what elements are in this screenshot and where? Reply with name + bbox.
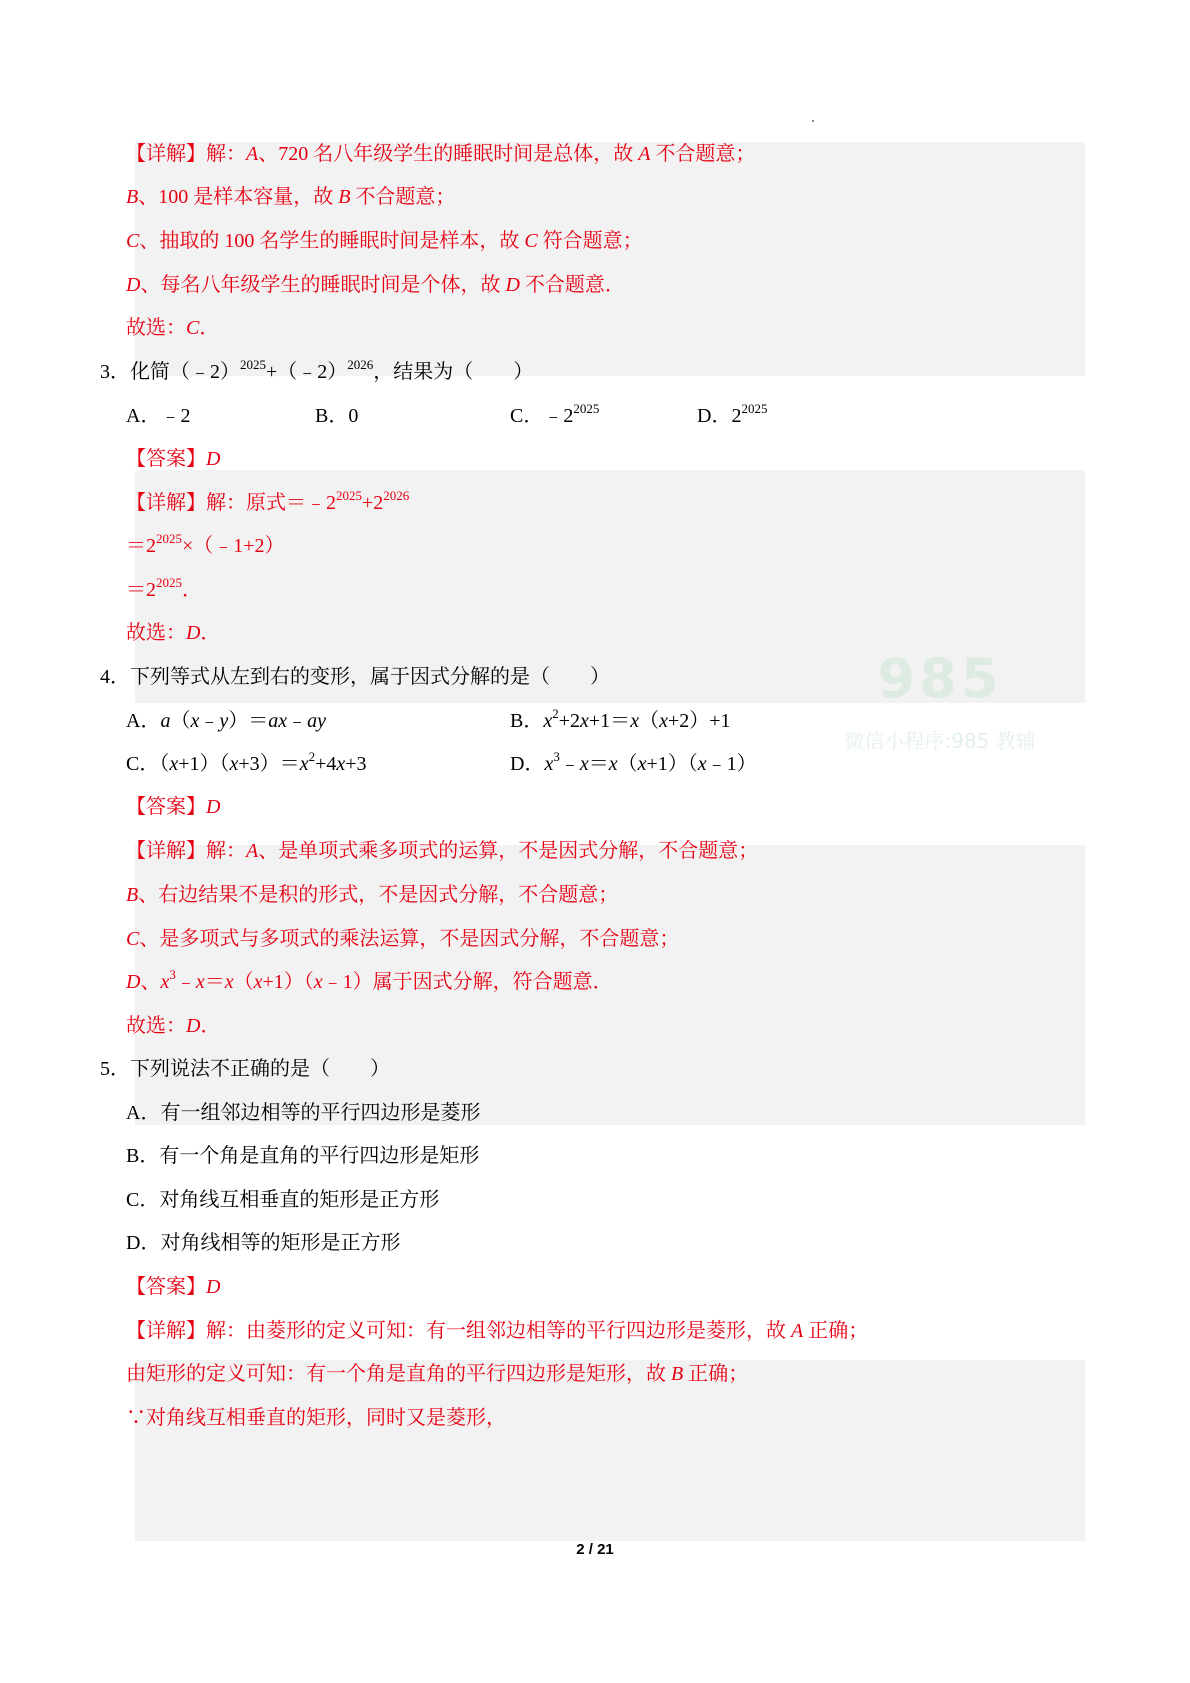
solution-line (126, 837, 758, 865)
text-segment: A (246, 840, 259, 862)
text-segment: 【详解】解：原式＝﹣2 (126, 492, 336, 514)
text-segment: x (336, 753, 346, 775)
text-segment: 【答案】 (126, 1276, 206, 1298)
text-segment: A (638, 143, 651, 165)
text-segment: x (160, 971, 170, 993)
solution-line (126, 1360, 748, 1388)
text-segment: 3 (553, 749, 560, 764)
text-segment: ＝2 (126, 579, 156, 601)
text-segment: x (543, 710, 553, 732)
text-segment: B． (510, 710, 544, 732)
text-segment: C (524, 230, 538, 252)
text-segment: +4 (315, 753, 337, 775)
text-segment: x (313, 971, 323, 993)
solution-line (126, 968, 613, 998)
question-line (126, 1142, 479, 1170)
text-segment: x (579, 753, 589, 775)
text-segment: C (126, 928, 140, 950)
text-segment: 2025 (156, 531, 182, 546)
text-segment: 、100 是样本容量，故 (138, 186, 339, 208)
text-segment: 、是单项式乘多项式的运算，不是因式分解，不合题意； (258, 840, 759, 862)
text-segment: C (126, 230, 140, 252)
text-segment: ∵对角线互相垂直的矩形，同时又是菱形， (126, 1407, 506, 1429)
text-segment: 故选： (126, 1015, 186, 1037)
question-line (100, 663, 610, 691)
question-line (315, 402, 358, 430)
question-line (126, 1099, 480, 1127)
text-segment: 故选： (126, 317, 186, 339)
text-segment: ﹣ (199, 710, 220, 732)
text-segment: 【详解】解： (126, 840, 246, 862)
text-segment: （ (639, 710, 660, 732)
text-segment: 【详解】解：由菱形的定义可知：有一组邻边相等的平行四边形是菱形，故 (126, 1320, 791, 1342)
text-segment: 2026 (383, 488, 410, 503)
text-segment: 2 (552, 706, 559, 721)
text-segment: ﹣ (175, 971, 196, 993)
text-segment: ． (199, 317, 220, 339)
question-line (510, 707, 731, 737)
solution-line (126, 183, 455, 211)
text-segment: 正确； (683, 1363, 749, 1385)
text-segment: ＝ (588, 753, 609, 775)
text-segment: +2 (558, 710, 581, 732)
text-segment: 2025 (741, 401, 768, 416)
solution-line (126, 1273, 220, 1301)
solution-line (126, 925, 679, 953)
text-segment: ay (307, 710, 327, 732)
text-segment: 2026 (347, 357, 374, 372)
solution-line (126, 227, 643, 255)
text-segment: 、720 名八年级学生的睡眠时间是总体，故 (258, 143, 639, 165)
text-segment: D．对角线相等的矩形是正方形 (126, 1232, 401, 1254)
text-segment: 、抽取的 100 名学生的睡眠时间是样本，故 (139, 230, 525, 252)
text-segment: D (186, 622, 201, 644)
text-segment: 不合题意； (650, 143, 756, 165)
text-segment: （ (233, 971, 254, 993)
stray-mark (812, 120, 814, 122)
text-segment: ﹣ (559, 753, 580, 775)
text-segment: x (169, 753, 179, 775)
text-segment: 【答案】 (126, 796, 206, 818)
text-segment: 2025 (573, 401, 600, 416)
text-segment: 由矩形的定义可知：有一个角是直角的平行四边形是矩形，故 (126, 1363, 671, 1385)
text-segment: +3）＝ (238, 753, 300, 775)
text-segment: x (195, 971, 205, 993)
solution-line (126, 271, 625, 299)
text-segment: x (608, 753, 618, 775)
text-segment: ． (182, 579, 202, 601)
text-segment: D (126, 274, 141, 296)
text-segment: 3 (169, 967, 176, 982)
question-line (100, 1055, 390, 1083)
text-segment: C．对角线互相垂直的矩形是正方形 (126, 1189, 440, 1211)
text-segment: 2025 (240, 357, 266, 372)
solution-line (126, 140, 755, 168)
solution-line (126, 1012, 220, 1040)
text-segment: 故选： (126, 622, 186, 644)
text-segment: D (206, 448, 221, 470)
solution-line (126, 1317, 868, 1345)
text-segment: B．有一个角是直角的平行四边形是矩形 (126, 1145, 480, 1167)
text-segment: x (229, 753, 239, 775)
watermark-text: 微信小程序:985 教辅 (844, 729, 1036, 753)
text-segment: D (126, 971, 141, 993)
question-line (126, 402, 190, 430)
text-segment: x (697, 753, 707, 775)
text-segment: ）＝ (228, 710, 269, 732)
text-segment: ，结果为（ ） (373, 361, 534, 383)
text-segment: +2 (362, 492, 384, 514)
text-segment: D (505, 274, 520, 296)
text-segment: ﹣1） (706, 753, 757, 775)
text-segment: 4．下列等式从左到右的变形，属于因式分解的是（ ） (100, 666, 610, 688)
question-line (510, 750, 757, 780)
question-line (100, 358, 533, 388)
text-segment: x (190, 710, 200, 732)
text-segment: ＝2 (126, 535, 156, 557)
text-segment: A．﹣2 (126, 405, 191, 427)
text-segment: D (186, 1015, 201, 1037)
text-segment: ax (268, 710, 288, 732)
text-segment: 3．化简（﹣2） (100, 361, 240, 383)
solution-line (126, 314, 219, 342)
text-segment: （ (617, 753, 638, 775)
text-segment: B (126, 884, 139, 906)
text-segment: x (580, 710, 589, 732)
watermark-logo-mark: 985 (877, 647, 1003, 710)
text-segment: x (224, 971, 234, 993)
question-line (126, 1229, 400, 1257)
text-segment: B (671, 1363, 684, 1385)
text-segment: 符合题意； (537, 230, 643, 252)
text-segment: A．有一组邻边相等的平行四边形是菱形 (126, 1102, 481, 1124)
text-segment: x (659, 710, 668, 732)
text-segment: D． (510, 753, 545, 775)
text-segment: 【答案】 (126, 448, 206, 470)
text-segment: +2）+1 (667, 710, 731, 732)
text-segment: D (206, 1276, 221, 1298)
text-segment: 、 (140, 971, 161, 993)
solution-line (126, 881, 618, 909)
text-segment: +（﹣2） (266, 361, 348, 383)
text-segment: 、是多项式与多项式的乘法运算，不是因式分解，不合题意； (139, 928, 680, 950)
solution-line (126, 489, 409, 519)
text-segment: ﹣1）属于因式分解，符合题意． (322, 971, 613, 993)
text-segment: x (299, 753, 309, 775)
text-segment: a (160, 710, 171, 732)
text-segment: D (206, 796, 221, 818)
solution-line (126, 1404, 506, 1432)
text-segment: ×（﹣1+2） (182, 535, 285, 557)
text-segment: 不合题意． (519, 274, 625, 296)
text-segment: B．0 (315, 405, 359, 427)
text-segment: x (630, 710, 640, 732)
text-segment: 、每名八年级学生的睡眠时间是个体，故 (140, 274, 506, 296)
text-segment: 不合题意； (350, 186, 456, 208)
text-segment: （ (170, 710, 191, 732)
question-line (126, 1186, 439, 1214)
text-segment: ． (200, 1015, 221, 1037)
text-segment: 2025 (156, 575, 182, 590)
text-segment: +1＝ (588, 710, 631, 732)
text-segment: D．2 (697, 405, 742, 427)
solution-line (126, 793, 220, 821)
text-segment: 2025 (336, 488, 362, 503)
text-segment: 5．下列说法不正确的是（ ） (100, 1058, 390, 1080)
solution-line (126, 576, 202, 606)
text-segment: ＝ (204, 971, 225, 993)
question-line (126, 750, 367, 780)
question-line (510, 402, 599, 432)
text-segment: B (126, 186, 139, 208)
solution-box-q2 (135, 142, 1085, 376)
text-segment: 2 (308, 749, 316, 764)
text-segment: C．﹣2 (510, 405, 574, 427)
text-segment: +1）（ (178, 753, 230, 775)
text-segment: 【详解】解： (126, 143, 246, 165)
text-segment: A (246, 143, 259, 165)
text-segment: x (637, 753, 647, 775)
text-segment: ． (200, 622, 221, 644)
solution-line (126, 532, 285, 562)
text-segment: C (186, 317, 200, 339)
text-segment: +1）（ (646, 753, 698, 775)
text-segment: 、右边结果不是积的形式，不是因式分解，不合题意； (138, 884, 619, 906)
text-segment: +1）（ (262, 971, 314, 993)
text-segment: A． (126, 710, 161, 732)
solution-line (126, 619, 220, 647)
text-segment: x (544, 753, 554, 775)
text-segment: x (253, 971, 263, 993)
text-segment: ﹣ (287, 710, 308, 732)
question-line (126, 707, 326, 735)
text-segment: y (219, 710, 229, 732)
text-segment: +3 (345, 753, 367, 775)
text-segment: B (338, 186, 351, 208)
text-segment: 正确； (803, 1320, 869, 1342)
page-number: 2 / 21 (576, 1541, 614, 1558)
text-segment: A (791, 1320, 804, 1342)
question-line (697, 402, 767, 432)
solution-line (126, 445, 220, 473)
text-segment: C．（ (126, 753, 170, 775)
